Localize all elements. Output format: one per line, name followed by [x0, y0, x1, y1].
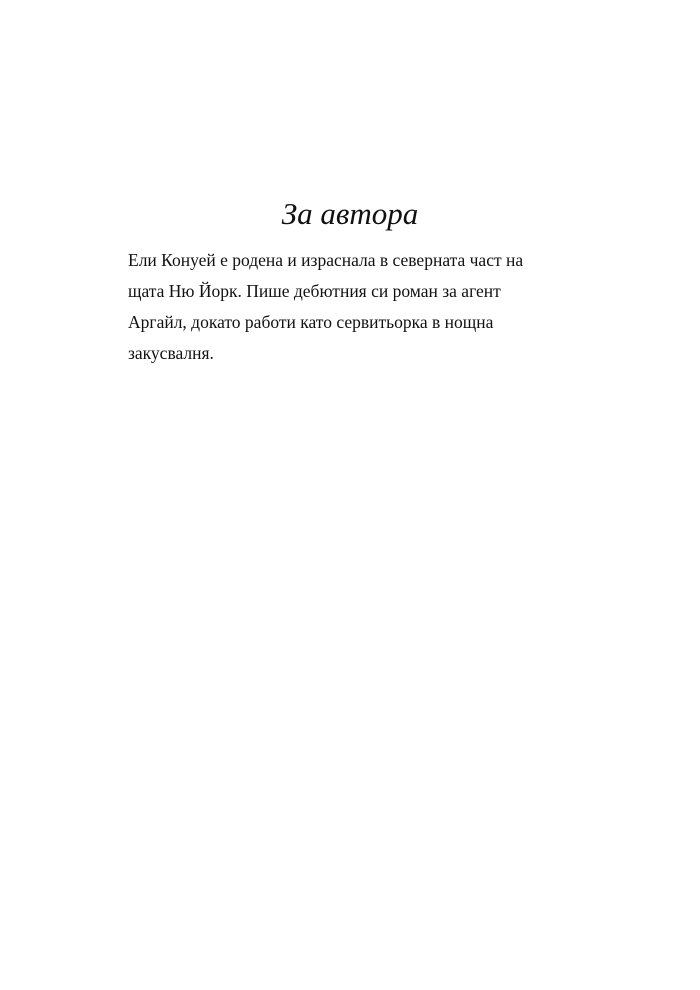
- bio-line: закусвалня.: [128, 343, 214, 363]
- bio-line: Аргайл, докато работи като сервитьорка в нощна: [128, 312, 494, 332]
- bio-line: Ели Конуей е родена и израснала в северната част на: [128, 250, 524, 270]
- page-heading: За автора: [281, 196, 419, 231]
- bio-line: щата Ню Йорк. Пише дебютния си роман за агент: [128, 281, 501, 301]
